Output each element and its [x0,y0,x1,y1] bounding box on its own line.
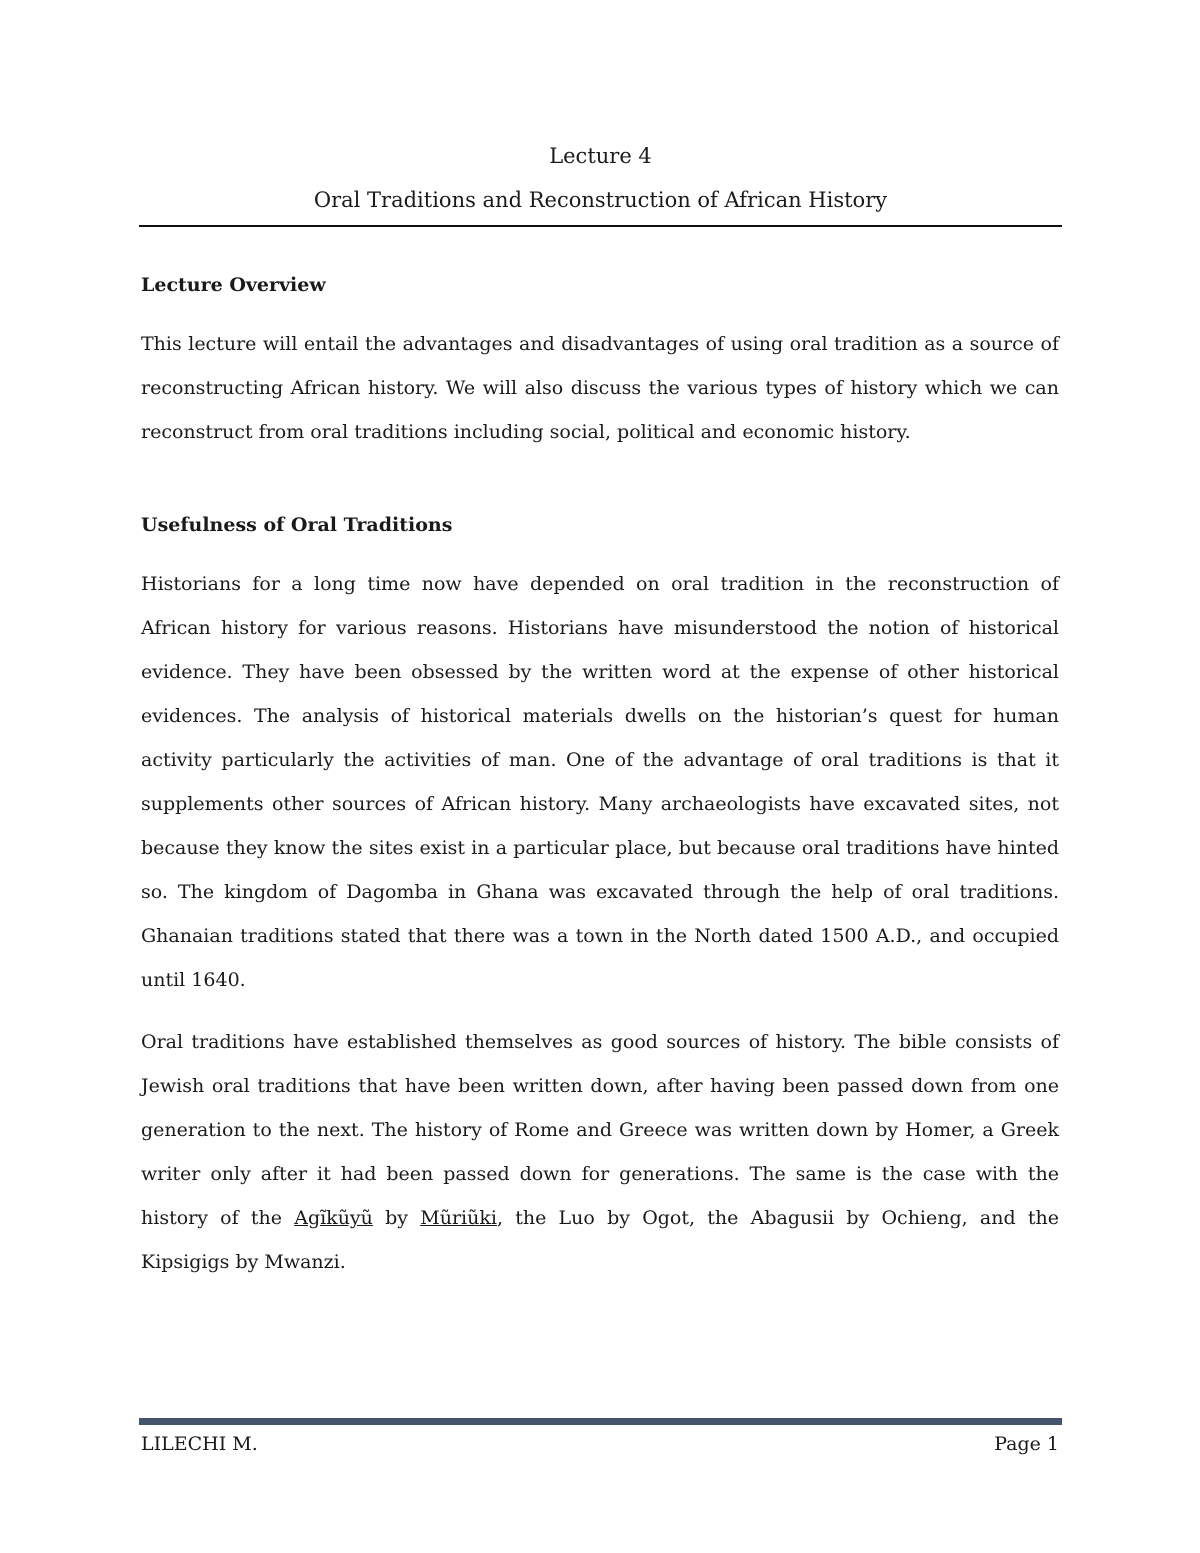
term-agikuyu: Agĩkũyũ [294,1207,373,1229]
document-body [141,268,1059,1284]
usefulness-paragraph-1: Historians for a long time now have depended on oral tradition in the reconstruction of African history for various reasons. Historians have misunderstood the notion of historical evidence. They have been obsessed by the written word at the expense of other historical evidences. The analysis of historical materials dwells on the historian’s quest for human activity particularly the activities of man. One of the advantage of oral traditions is that it supplements other sources of African history. Many archaeologists have excavated sites, not because they know the sites exist in a particular place, but because oral traditions have hinted so. The kingdom of Dagomba in Ghana was excavated through the help of oral traditions. Ghanaian traditions stated that there was a town in the North dated 1500 A.D., and occupied until 1640. [141,573,1059,991]
term-muriuki: Mũriũki [420,1207,497,1229]
footer-author: LILECHI M. [141,1433,258,1455]
overview-heading: Lecture Overview [141,274,326,296]
lecture-number: Lecture 4 [549,144,652,168]
footer-divider [139,1418,1062,1425]
title-divider [139,225,1062,227]
lecture-title: Oral Traditions and Reconstruction of African History [313,188,888,212]
title-block [139,138,1062,218]
paragraph-2-text-3: , the Luo by Ogot, the Abagusii by Ochieng, and the Kipsigigs by Mwanzi. [141,1207,1059,1273]
paragraph-2-text-1: Oral traditions have established themselves as good sources of history. The bible consists of Jewish oral traditions that have been written down, after having been passed down from one generation to the next. The history of Rome and Greece was written down by Homer, a Greek writer only after it had been passed down for generations. The same is the case with the history of the [141,1031,1059,1229]
paragraph-2-text-2: by [372,1207,421,1229]
overview-paragraph: This lecture will entail the advantages and disadvantages of using oral tradition as a source of reconstructing African history. We will also discuss the various types of history which we can reconstruct from oral traditions including social, political and economic history. [141,333,1059,443]
usefulness-paragraph-2 [141,1020,1059,1284]
usefulness-heading: Usefulness of Oral Traditions [141,514,453,536]
page-number: Page 1 [994,1433,1059,1455]
